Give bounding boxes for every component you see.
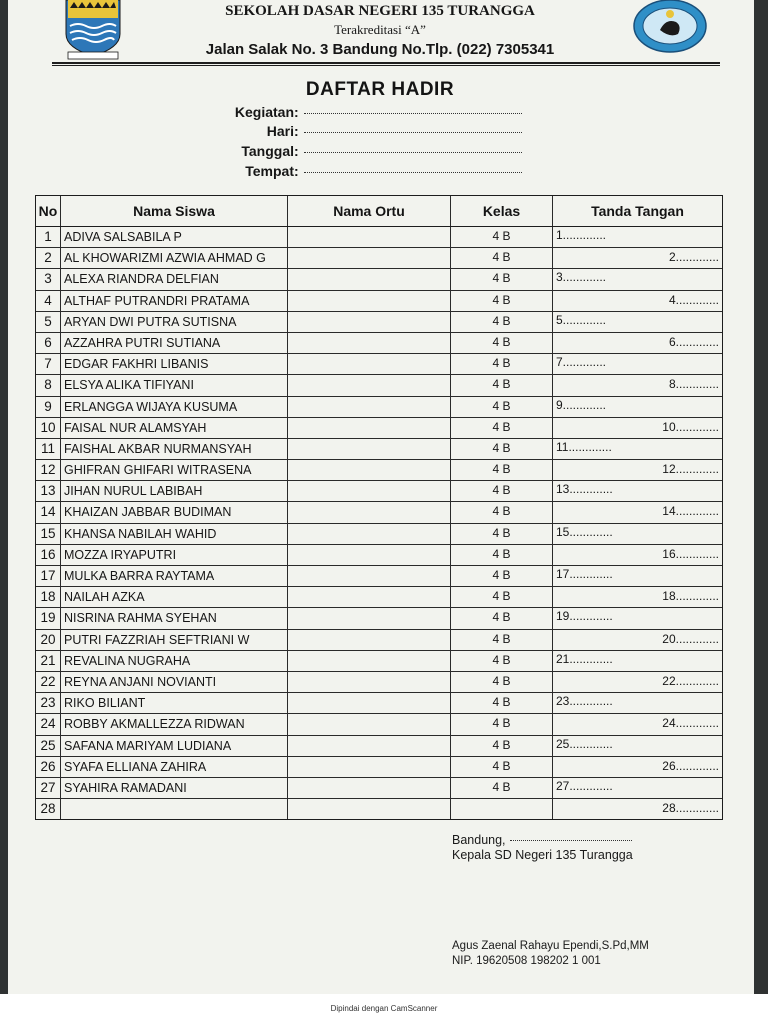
cell-no: 13 bbox=[36, 481, 61, 501]
cell-tanda-tangan bbox=[553, 269, 722, 289]
cell-kelas: 4 B bbox=[451, 672, 553, 692]
cell-no: 14 bbox=[36, 502, 61, 522]
table-row bbox=[36, 269, 722, 290]
bandung-city-emblem-icon bbox=[62, 0, 124, 62]
blank-line bbox=[510, 840, 632, 841]
table-row bbox=[36, 312, 722, 333]
cell-nama-ortu bbox=[288, 460, 451, 480]
cell-nama-siswa: NAILAH AZKA bbox=[61, 587, 288, 607]
cell-nama-siswa: MULKA BARRA RAYTAMA bbox=[61, 566, 288, 586]
signature-slot: 12............. bbox=[662, 462, 719, 477]
school-name: SEKOLAH DASAR NEGERI 135 TURANGGA bbox=[225, 3, 535, 19]
table-row bbox=[36, 418, 722, 439]
page-title: DAFTAR HADIR bbox=[305, 79, 455, 100]
cell-tanda-tangan bbox=[553, 778, 722, 798]
signature-slot: 22............. bbox=[662, 673, 719, 688]
table-header bbox=[36, 196, 722, 227]
cell-nama-siswa: ALTHAF PUTRANDRI PRATAMA bbox=[61, 291, 288, 311]
header-nama-ortu: Nama Ortu bbox=[288, 196, 451, 226]
signature-slot: 15............. bbox=[556, 524, 613, 539]
table-row bbox=[36, 736, 722, 757]
cell-nama-ortu bbox=[288, 651, 451, 671]
cell-no: 1 bbox=[36, 227, 61, 247]
cell-kelas: 4 B bbox=[451, 375, 553, 395]
signature-slot: 11............. bbox=[556, 439, 612, 454]
cell-nama-ortu bbox=[288, 736, 451, 756]
signature-slot: 27............. bbox=[556, 778, 613, 793]
cell-nama-ortu bbox=[288, 778, 451, 798]
signature-slot: 18............. bbox=[662, 589, 719, 604]
blank-line bbox=[304, 132, 522, 133]
cell-nama-siswa: SAFANA MARIYAM LUDIANA bbox=[61, 736, 288, 756]
signature-slot: 8............. bbox=[668, 377, 719, 392]
field-tanggal: Tanggal : bbox=[180, 143, 580, 161]
table-row bbox=[36, 502, 722, 523]
signature-slot: 28............. bbox=[662, 801, 719, 816]
cell-tanda-tangan bbox=[553, 502, 722, 522]
cell-nama-ortu bbox=[288, 312, 451, 332]
table-row bbox=[36, 693, 722, 714]
cell-kelas: 4 B bbox=[451, 693, 553, 713]
cell-no: 28 bbox=[36, 799, 61, 819]
cell-nama-siswa: NISRINA RAHMA SYEHAN bbox=[61, 608, 288, 628]
cell-nama-siswa: JIHAN NURUL LABIBAH bbox=[61, 481, 288, 501]
closing-place-label: Bandung, bbox=[452, 833, 506, 847]
cell-no: 21 bbox=[36, 651, 61, 671]
cell-nama-ortu bbox=[288, 587, 451, 607]
cell-nama-ortu bbox=[288, 502, 451, 522]
field-hari: Hari : bbox=[180, 123, 580, 141]
cell-kelas: 4 B bbox=[451, 608, 553, 628]
cell-nama-ortu bbox=[288, 524, 451, 544]
cell-nama-ortu bbox=[288, 481, 451, 501]
cell-kelas: 4 B bbox=[451, 524, 553, 544]
cell-nama-ortu bbox=[288, 397, 451, 417]
cell-no: 4 bbox=[36, 291, 61, 311]
cell-tanda-tangan bbox=[553, 545, 722, 565]
cell-no: 24 bbox=[36, 714, 61, 734]
cell-nama-siswa: REVALINA NUGRAHA bbox=[61, 651, 288, 671]
cell-nama-siswa: ADIVA SALSABILA P bbox=[61, 227, 288, 247]
table-row bbox=[36, 608, 722, 629]
cell-kelas: 4 B bbox=[451, 333, 553, 353]
signature-slot: 2............. bbox=[668, 250, 719, 265]
signature-slot: 26............. bbox=[662, 758, 719, 773]
table-row bbox=[36, 227, 722, 248]
table-row bbox=[36, 651, 722, 672]
cell-nama-siswa: AZZAHRA PUTRI SUTIANA bbox=[61, 333, 288, 353]
cell-no: 8 bbox=[36, 375, 61, 395]
cell-tanda-tangan bbox=[553, 439, 722, 459]
cell-tanda-tangan bbox=[553, 460, 722, 480]
blank-line bbox=[304, 152, 522, 153]
cell-nama-ortu bbox=[288, 354, 451, 374]
cell-tanda-tangan bbox=[553, 587, 722, 607]
signature-slot: 24............. bbox=[662, 716, 719, 731]
signature-slot: 1............. bbox=[556, 228, 607, 242]
cell-kelas: 4 B bbox=[451, 460, 553, 480]
closing-place bbox=[452, 833, 632, 847]
table-row bbox=[36, 566, 722, 587]
header-no: No bbox=[36, 196, 61, 226]
cell-nama-siswa: ALEXA RIANDRA DELFIAN bbox=[61, 269, 288, 289]
cell-no: 10 bbox=[36, 418, 61, 438]
cell-kelas: 4 B bbox=[451, 736, 553, 756]
cell-nama-siswa: FAISAL NUR ALAMSYAH bbox=[61, 418, 288, 438]
cell-nama-siswa: ERLANGGA WIJAYA KUSUMA bbox=[61, 397, 288, 417]
cell-nama-siswa: EDGAR FAKHRI LIBANIS bbox=[61, 354, 288, 374]
cell-tanda-tangan bbox=[553, 693, 722, 713]
table-row bbox=[36, 397, 722, 418]
cell-nama-ortu bbox=[288, 799, 451, 819]
table-row bbox=[36, 333, 722, 354]
field-label: Tempat bbox=[245, 163, 294, 179]
field-label: Hari bbox=[266, 123, 294, 139]
cell-nama-siswa: ARYAN DWI PUTRA SUTISNA bbox=[61, 312, 288, 332]
table-row bbox=[36, 714, 722, 735]
cell-nama-ortu bbox=[288, 714, 451, 734]
field-label: Kegiatan bbox=[234, 104, 294, 120]
header-tanda-tangan: Tanda Tangan bbox=[591, 203, 684, 219]
signature-slot: 3............. bbox=[556, 270, 607, 285]
signature-slot: 7............. bbox=[556, 355, 607, 370]
cell-tanda-tangan bbox=[553, 736, 722, 756]
cell-tanda-tangan bbox=[553, 227, 722, 247]
cell-kelas: 4 B bbox=[451, 630, 553, 650]
cell-no: 6 bbox=[36, 333, 61, 353]
table-row bbox=[36, 375, 722, 396]
table-row bbox=[36, 630, 722, 651]
cell-nama-siswa: RIKO BILIANT bbox=[61, 693, 288, 713]
cell-tanda-tangan bbox=[553, 714, 722, 734]
table-row bbox=[36, 291, 722, 312]
cell-kelas: 4 B bbox=[451, 778, 553, 798]
field-tempat: Tempat : bbox=[180, 163, 580, 181]
cell-kelas: 4 B bbox=[451, 651, 553, 671]
accreditation: Terakreditasi “A” bbox=[334, 22, 426, 37]
blank-line bbox=[304, 113, 522, 114]
cell-kelas bbox=[451, 799, 553, 819]
signature-slot: 25............. bbox=[556, 736, 613, 751]
cell-nama-ortu bbox=[288, 630, 451, 650]
cell-tanda-tangan bbox=[553, 418, 722, 438]
cell-tanda-tangan bbox=[553, 481, 722, 501]
cell-kelas: 4 B bbox=[451, 397, 553, 417]
cell-no: 16 bbox=[36, 545, 61, 565]
field-label: Tanggal bbox=[241, 143, 294, 159]
cell-no: 2 bbox=[36, 248, 61, 268]
cell-nama-siswa: FAISHAL AKBAR NURMANSYAH bbox=[61, 439, 288, 459]
table-row bbox=[36, 587, 722, 608]
cell-nama-siswa: GHIFRAN GHIFARI WITRASENA bbox=[61, 460, 288, 480]
cell-no: 23 bbox=[36, 693, 61, 713]
cell-kelas: 4 B bbox=[451, 566, 553, 586]
cell-kelas: 4 B bbox=[451, 757, 553, 777]
cell-kelas: 4 B bbox=[451, 418, 553, 438]
cell-tanda-tangan bbox=[553, 524, 722, 544]
cell-nama-ortu bbox=[288, 375, 451, 395]
cell-nama-siswa: KHANSA NABILAH WAHID bbox=[61, 524, 288, 544]
cell-tanda-tangan bbox=[553, 651, 722, 671]
signatory-nip: NIP. 19620508 198202 1 001 bbox=[452, 955, 601, 967]
cell-no: 11 bbox=[36, 439, 61, 459]
cell-tanda-tangan bbox=[553, 630, 722, 650]
cell-no: 15 bbox=[36, 524, 61, 544]
cell-nama-ortu bbox=[288, 545, 451, 565]
header-kelas: Kelas bbox=[451, 196, 553, 226]
table-row bbox=[36, 481, 722, 502]
cell-nama-siswa: REYNA ANJANI NOVIANTI bbox=[61, 672, 288, 692]
scan-credit: Dipindai dengan CamScanner bbox=[330, 1004, 438, 1013]
cell-no: 5 bbox=[36, 312, 61, 332]
cell-no: 7 bbox=[36, 354, 61, 374]
cell-nama-ortu bbox=[288, 566, 451, 586]
attendance-table bbox=[35, 195, 723, 820]
signature-slot: 6............. bbox=[668, 334, 719, 349]
school-address: Jalan Salak No. 3 Bandung No.Tlp. (022) 7305341 bbox=[205, 41, 555, 58]
cell-tanda-tangan bbox=[553, 312, 722, 332]
header-nama-siswa: Nama Siswa bbox=[61, 196, 288, 226]
cell-tanda-tangan bbox=[553, 291, 722, 311]
cell-kelas: 4 B bbox=[451, 291, 553, 311]
blank-line bbox=[304, 172, 522, 173]
cell-kelas: 4 B bbox=[451, 269, 553, 289]
signature-slot: 13............. bbox=[556, 482, 613, 497]
closing-role: Kepala SD Negeri 135 Turangga bbox=[452, 848, 633, 862]
cell-kelas: 4 B bbox=[451, 714, 553, 734]
cell-nama-ortu bbox=[288, 672, 451, 692]
table-row bbox=[36, 524, 722, 545]
cell-kelas: 4 B bbox=[451, 439, 553, 459]
signatory-name: Agus Zaenal Rahayu Ependi,S.Pd,MM bbox=[452, 940, 649, 952]
cell-kelas: 4 B bbox=[451, 587, 553, 607]
cell-nama-ortu bbox=[288, 269, 451, 289]
cell-no: 22 bbox=[36, 672, 61, 692]
cell-nama-siswa: AL KHOWARIZMI AZWIA AHMAD G bbox=[61, 248, 288, 268]
cell-no: 17 bbox=[36, 566, 61, 586]
signature-slot: 16............. bbox=[662, 546, 719, 561]
signature-slot: 23............. bbox=[556, 694, 613, 709]
cell-nama-siswa: MOZZA IRYAPUTRI bbox=[61, 545, 288, 565]
cell-no: 27 bbox=[36, 778, 61, 798]
cell-nama-ortu bbox=[288, 418, 451, 438]
table-row bbox=[36, 672, 722, 693]
cell-nama-ortu bbox=[288, 227, 451, 247]
cell-no: 3 bbox=[36, 269, 61, 289]
cell-nama-siswa: PUTRI FAZZRIAH SEFTRIANI W bbox=[61, 630, 288, 650]
cell-tanda-tangan bbox=[553, 566, 722, 586]
cell-nama-ortu bbox=[288, 333, 451, 353]
table-row bbox=[36, 545, 722, 566]
letterhead-rule bbox=[52, 65, 720, 66]
cell-nama-siswa: SYAHIRA RAMADANI bbox=[61, 778, 288, 798]
cell-nama-siswa: SYAFA ELLIANA ZAHIRA bbox=[61, 757, 288, 777]
table-row bbox=[36, 439, 722, 460]
cell-nama-siswa: ROBBY AKMALLEZZA RIDWAN bbox=[61, 714, 288, 734]
cell-tanda-tangan bbox=[553, 799, 722, 819]
cell-no: 25 bbox=[36, 736, 61, 756]
table-row bbox=[36, 757, 722, 778]
cell-nama-ortu bbox=[288, 291, 451, 311]
cell-tanda-tangan bbox=[553, 354, 722, 374]
cell-tanda-tangan bbox=[553, 672, 722, 692]
table-row bbox=[36, 354, 722, 375]
cell-kelas: 4 B bbox=[451, 227, 553, 247]
cell-kelas: 4 B bbox=[451, 545, 553, 565]
cell-no: 9 bbox=[36, 397, 61, 417]
cell-no: 26 bbox=[36, 757, 61, 777]
signature-slot: 20............. bbox=[662, 631, 719, 646]
table-row bbox=[36, 460, 722, 481]
signature-slot: 19............. bbox=[556, 609, 613, 624]
table-row bbox=[36, 248, 722, 269]
cell-kelas: 4 B bbox=[451, 312, 553, 332]
cell-nama-ortu bbox=[288, 757, 451, 777]
table-row bbox=[36, 799, 722, 819]
signature-slot: 4............. bbox=[668, 292, 719, 307]
cell-no: 12 bbox=[36, 460, 61, 480]
cell-nama-ortu bbox=[288, 693, 451, 713]
signature-slot: 10............. bbox=[662, 419, 719, 434]
cell-no: 19 bbox=[36, 608, 61, 628]
signature-slot: 21............. bbox=[556, 651, 613, 666]
cell-kelas: 4 B bbox=[451, 248, 553, 268]
cell-nama-siswa bbox=[61, 799, 288, 819]
cell-tanda-tangan bbox=[553, 375, 722, 395]
signature-slot: 5............. bbox=[556, 312, 607, 327]
signature-slot: 17............. bbox=[556, 567, 613, 581]
signature-slot: 9............. bbox=[556, 397, 607, 412]
cell-tanda-tangan bbox=[553, 333, 722, 353]
signature-slot: 14............. bbox=[662, 504, 719, 519]
cell-nama-ortu bbox=[288, 439, 451, 459]
field-kegiatan: Kegiatan : bbox=[180, 104, 580, 122]
cell-tanda-tangan bbox=[553, 757, 722, 777]
cell-nama-ortu bbox=[288, 608, 451, 628]
cell-kelas: 4 B bbox=[451, 481, 553, 501]
cell-nama-siswa: ELSYA ALIKA TIFIYANI bbox=[61, 375, 288, 395]
cell-kelas: 4 B bbox=[451, 502, 553, 522]
cell-no: 20 bbox=[36, 630, 61, 650]
cell-no: 18 bbox=[36, 587, 61, 607]
cell-nama-ortu bbox=[288, 248, 451, 268]
cell-nama-siswa: KHAIZAN JABBAR BUDIMAN bbox=[61, 502, 288, 522]
table-row bbox=[36, 778, 722, 799]
cell-kelas: 4 B bbox=[451, 354, 553, 374]
school-seal-icon bbox=[632, 0, 708, 54]
letterhead-rule bbox=[52, 62, 720, 64]
cell-tanda-tangan bbox=[553, 608, 722, 628]
cell-tanda-tangan bbox=[553, 397, 722, 417]
cell-tanda-tangan bbox=[553, 248, 722, 268]
